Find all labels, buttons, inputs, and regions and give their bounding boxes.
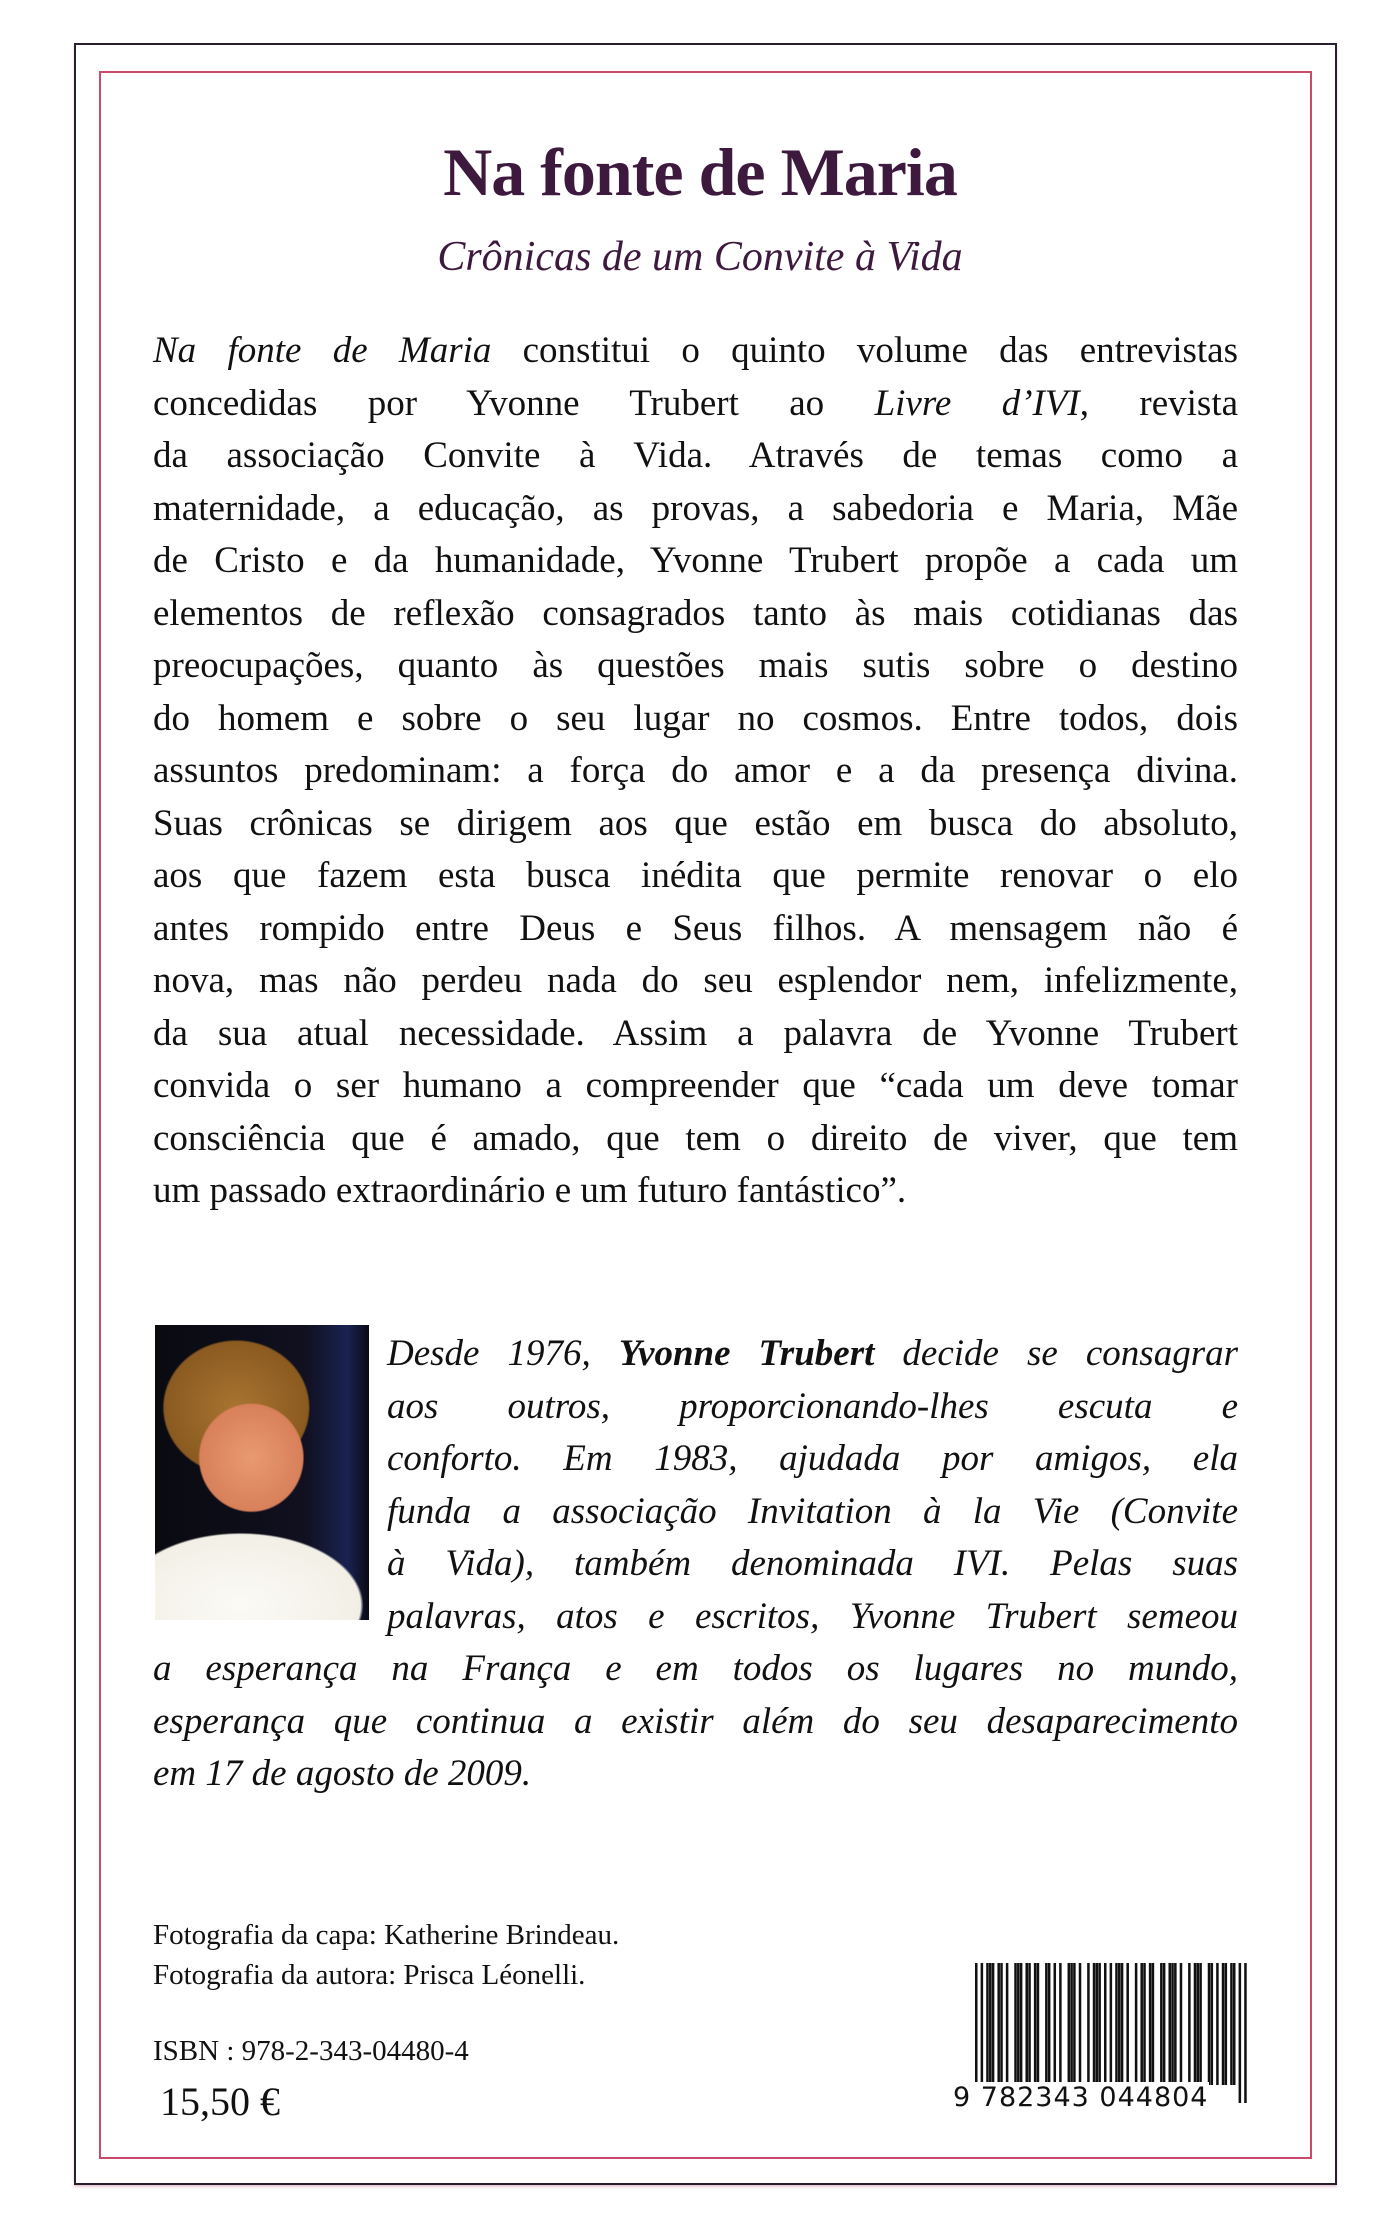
barcode-bar	[1171, 1963, 1174, 2085]
bio-line: palavras, atos e escritos, Yvonne Trubert semeou	[387, 1595, 1238, 1637]
barcode-bar	[1093, 1963, 1096, 2085]
bio-segment: decide se consagrar	[874, 1333, 1238, 1374]
author-name: Yvonne Trubert	[618, 1333, 875, 1374]
barcode-bar	[1068, 1963, 1071, 2085]
barcode-bar	[1197, 1963, 1200, 2085]
barcode-bar	[1230, 1963, 1233, 2085]
blurb-line: aos que fazem esta busca inédita que permite renovar o elo	[153, 855, 1238, 896]
barcode-bar	[1211, 1963, 1214, 2085]
barcode-bar	[1239, 1963, 1242, 2103]
barcode-bar	[1054, 1963, 1057, 2085]
barcode-bar	[1025, 1963, 1028, 2085]
barcode-bar	[1087, 1963, 1090, 2085]
barcode-bar	[1121, 1963, 1124, 2085]
barcode-bar	[1174, 1963, 1177, 2085]
barcode-bar	[1163, 1963, 1166, 2085]
author-photo-credit: Fotografia da autora: Prisca Léonelli.	[153, 1959, 586, 1991]
barcode-bar	[1059, 1963, 1062, 2085]
barcode-bar	[1037, 1963, 1040, 2085]
barcode-digits	[952, 2082, 1209, 2113]
blurb-line: Suas crônicas se dirigem aos que estão em busca do absoluto,	[153, 802, 1238, 844]
blurb-segment: constitui o quinto volume das entrevistas	[491, 330, 1238, 371]
blurb-line: assuntos predominam: a força do amor e a da presença divina.	[153, 750, 1238, 791]
barcode-bar	[1034, 1963, 1037, 2085]
barcode-bar	[1160, 1963, 1163, 2085]
bio-line: conforto. Em 1983, ajudada por amigos, ela	[387, 1438, 1238, 1479]
barcode-bar	[1244, 1963, 1247, 2103]
bio-segment: Desde 1976,	[387, 1333, 619, 1374]
barcode-bar	[989, 1963, 992, 2085]
barcode-bar	[1152, 1963, 1155, 2085]
book-title: Na fonte de Maria	[443, 134, 957, 210]
barcode-bar	[1020, 1963, 1023, 2085]
book-title-ref: Na fonte de Maria	[153, 330, 492, 371]
barcode-bar	[1225, 1963, 1228, 2085]
barcode-bar	[1216, 1963, 1219, 2085]
barcode-bar	[1194, 1963, 1197, 2085]
blurb-line: um passado extraordinário e um futuro fantástico”.	[153, 1170, 907, 1211]
barcode-bar	[1199, 1963, 1202, 2085]
barcode-bar	[1233, 1963, 1236, 2085]
barcode-bar	[1079, 1963, 1082, 2085]
barcode-bar	[1168, 1963, 1171, 2085]
barcode-bar	[1143, 1963, 1146, 2085]
blurb-line: preocupações, quanto às questões mais sutis sobre o destino	[153, 645, 1238, 686]
barcode-bar	[1096, 1963, 1099, 2085]
bio-line	[387, 1328, 1238, 1381]
barcode-bar	[992, 1963, 995, 2085]
barcode-bar	[1045, 1963, 1048, 2085]
bio-line: à Vida), também denominada IVI. Pelas suas	[387, 1543, 1238, 1584]
blurb-line: consciência que é amado, que tem o direito de viver, que tem	[153, 1117, 1238, 1159]
blurb-line: nova, mas não perdeu nada do seu esplendor nem, infelizmente,	[153, 960, 1238, 1001]
barcode-bar	[1028, 1963, 1031, 2085]
magazine-title-ref: Livre d’IVI	[874, 382, 1080, 424]
blurb-line: convida o ser humano a compreender que “cada um deve tomar	[153, 1065, 1238, 1106]
barcode-bar	[986, 1963, 989, 2085]
bio-line: aos outros, proporcionando-lhes escuta e	[387, 1385, 1238, 1427]
barcode-bar	[1208, 1963, 1211, 2085]
blurb-line: da sua atual necessidade. Assim a palavra de Yvonne Trubert	[153, 1012, 1238, 1054]
barcode-bar	[1098, 1963, 1101, 2085]
blurb-line	[153, 325, 1238, 378]
barcode-bar	[1135, 1963, 1138, 2085]
barcode-bar	[1014, 1963, 1017, 2085]
blurb-text	[153, 325, 1238, 1218]
blurb-line: elementos de reflexão consagrados tanto às mais cotidianas das	[153, 592, 1238, 634]
bio-line: funda a associação Invitation à la Vie (Convite	[387, 1490, 1238, 1532]
price: 15,50 €	[160, 2079, 280, 2124]
cover-photo-credit: Fotografia da capa: Katherine Brindeau.	[153, 1919, 620, 1951]
blurb-line: maternidade, a educação, as provas, a sabedoria e Maria, Mãe	[153, 487, 1238, 529]
bio-line: a esperança na França e em todos os lugares no mundo,	[153, 1648, 1238, 1689]
author-bio	[153, 1328, 1238, 1801]
isbn: ISBN : 978-2-343-04480-4	[153, 2035, 469, 2067]
blurb-line: do homem e sobre o seu lugar no cosmos. Entre todos, dois	[153, 697, 1238, 739]
barcode-bar	[1222, 1963, 1225, 2085]
photo-credits	[153, 1915, 619, 1995]
barcode-bar	[1017, 1963, 1020, 2085]
blurb-line: de Cristo e da humanidade, Yvonne Trubert propõe a cada um	[153, 540, 1238, 581]
barcode-bar	[1048, 1963, 1051, 2085]
bio-line: esperança que continua a existir além do seu desaparecimento	[153, 1700, 1238, 1742]
book-subtitle: Crônicas de um Convite à Vida	[437, 234, 963, 280]
barcode-bar	[1180, 1963, 1183, 2085]
blurb-line	[153, 378, 1238, 431]
barcode-number: 9 782343 044804	[953, 2082, 1209, 2113]
barcode-bar	[1126, 1963, 1129, 2085]
barcode-bar	[1006, 1963, 1009, 2085]
barcode-bar	[1073, 1963, 1076, 2085]
blurb-segment: , revista	[1079, 382, 1239, 424]
barcode-bar	[1118, 1963, 1121, 2085]
blurb-segment: concedidas por Yvonne Trubert ao	[153, 382, 875, 424]
barcode-bar	[1104, 1963, 1107, 2085]
bio-line: em 17 de agosto de 2009.	[153, 1753, 532, 1794]
blurb-line: da associação Convite à Vida. Através de temas como a	[153, 435, 1238, 476]
barcode-bar	[1140, 1963, 1143, 2085]
barcode-bar	[997, 1963, 1000, 2085]
barcode-bar	[1070, 1963, 1073, 2085]
blurb-line: antes rompido entre Deus e Seus filhos. A mensagem não é	[153, 907, 1238, 949]
barcode-bar	[1188, 1963, 1191, 2085]
barcode-bar	[1000, 1963, 1003, 2085]
barcode-bar	[1149, 1963, 1152, 2085]
